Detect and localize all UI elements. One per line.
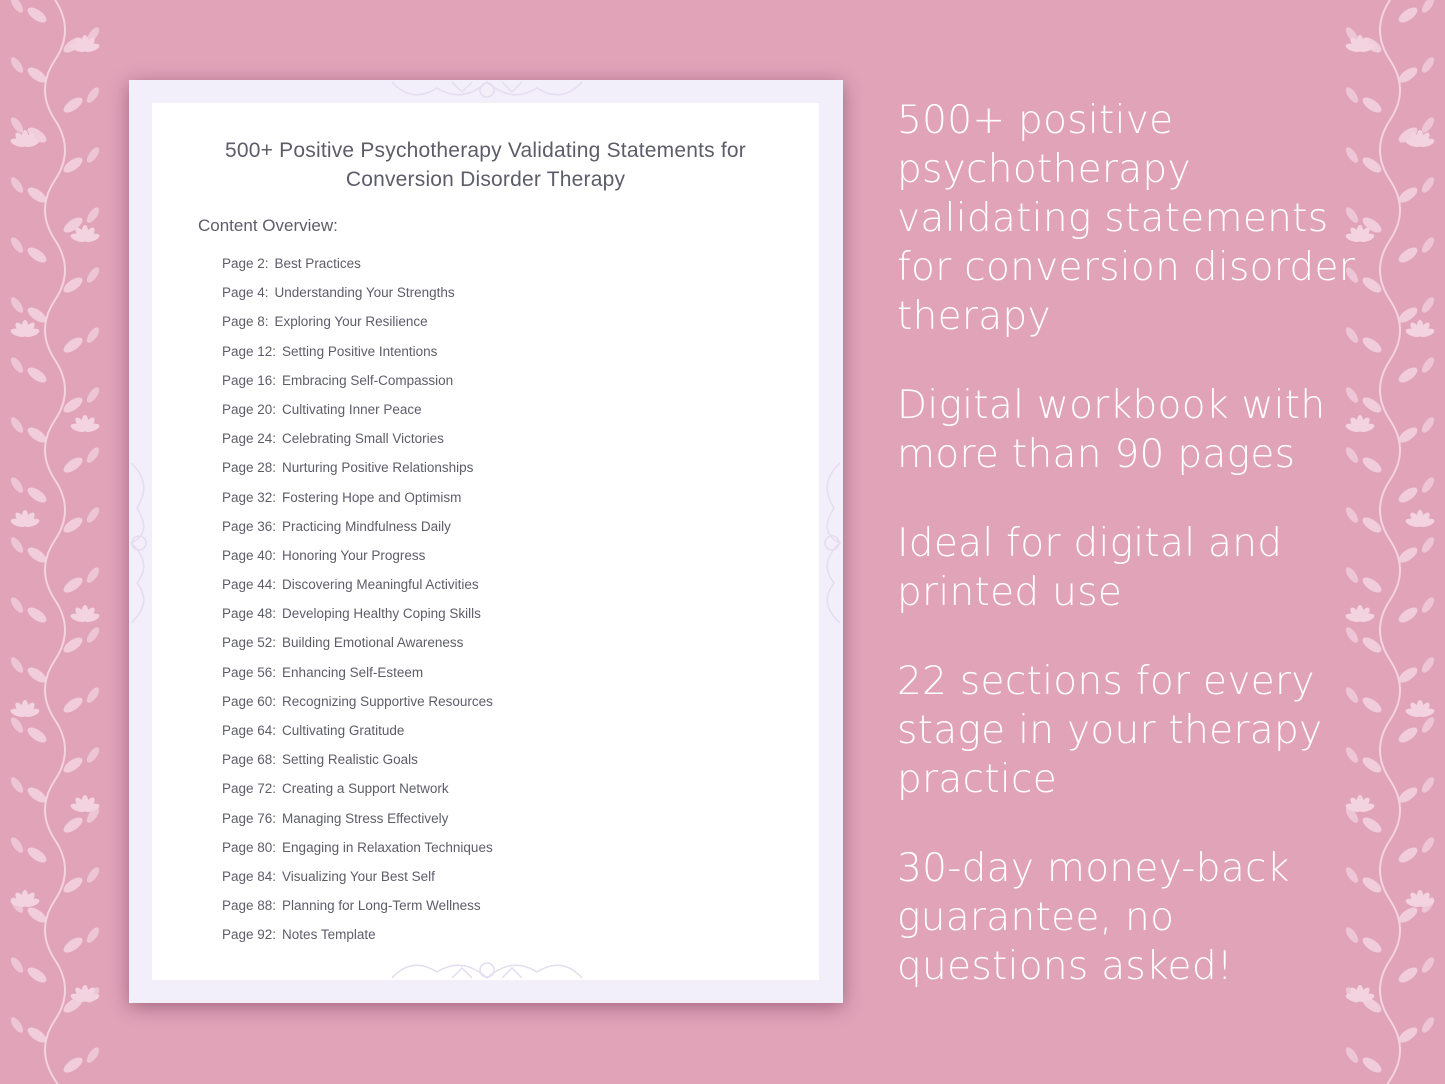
toc-section-title: Engaging in Relaxation Techniques bbox=[282, 839, 493, 855]
toc-section-title: Nurturing Positive Relationships bbox=[282, 460, 474, 476]
toc-section-title: Building Emotional Awareness bbox=[282, 635, 464, 651]
toc-entry bbox=[222, 924, 493, 953]
toc-entry bbox=[222, 632, 493, 661]
toc-page-number: Page 44: bbox=[222, 577, 277, 593]
toc-entry bbox=[222, 487, 493, 516]
toc-section-title: Embracing Self-Compassion bbox=[282, 372, 454, 388]
toc-entry bbox=[222, 370, 493, 399]
feature-text: Ideal for digital and printed use bbox=[897, 521, 1283, 615]
toc-entry bbox=[222, 341, 493, 370]
toc-entry bbox=[222, 895, 493, 924]
toc-section-title: Managing Stress Effectively bbox=[282, 810, 449, 826]
toc-page-number: Page 92: bbox=[222, 927, 277, 943]
toc-section-title: Best Practices bbox=[274, 256, 361, 271]
toc-page-number: Page 84: bbox=[222, 868, 277, 884]
toc-entry bbox=[222, 253, 493, 282]
toc-page-number: Page 68: bbox=[222, 752, 277, 768]
toc-page-number: Page 8: bbox=[222, 314, 269, 330]
toc-entry bbox=[222, 808, 493, 837]
page-content-area bbox=[152, 103, 819, 980]
toc-page-number: Page 60: bbox=[222, 693, 277, 709]
toc-page-number: Page 40: bbox=[222, 547, 277, 563]
document-title-line-2: Conversion Disorder Therapy bbox=[345, 168, 626, 191]
toc-page-number: Page 72: bbox=[222, 781, 277, 797]
toc-section-title: Exploring Your Resilience bbox=[274, 314, 428, 330]
toc-page-number: Page 88: bbox=[222, 898, 277, 914]
feature-list bbox=[897, 96, 1367, 1031]
toc-entry bbox=[222, 457, 493, 486]
toc-page-number: Page 12: bbox=[222, 343, 277, 359]
mandala-bottom-icon bbox=[382, 956, 592, 980]
toc-page-number: Page 76: bbox=[222, 810, 277, 826]
toc-page-number: Page 24: bbox=[222, 431, 277, 447]
content-overview-label: Content Overview: bbox=[198, 216, 338, 235]
feature-text: 22 sections for every stage in your therapy practice bbox=[897, 659, 1323, 802]
toc-entry bbox=[222, 545, 493, 574]
toc-page-number: Page 32: bbox=[222, 489, 277, 505]
toc-section-title: Celebrating Small Victories bbox=[282, 431, 444, 447]
document-title bbox=[152, 136, 819, 194]
toc-page-number: Page 80: bbox=[222, 839, 277, 855]
toc-page-number: Page 28: bbox=[222, 460, 277, 476]
mandala-right-icon bbox=[818, 453, 842, 633]
toc-entry bbox=[222, 778, 493, 807]
mandala-top-icon bbox=[382, 80, 592, 104]
toc-section-title: Creating a Support Network bbox=[282, 781, 449, 797]
toc-section-title: Discovering Meaningful Activities bbox=[282, 577, 479, 593]
toc-section-title: Recognizing Supportive Resources bbox=[282, 693, 493, 709]
feature-text: 30-day money-back guarantee, no questions asked! bbox=[897, 846, 1290, 989]
toc-entry bbox=[222, 749, 493, 778]
toc-section-title: Cultivating Inner Peace bbox=[282, 401, 422, 417]
toc-entry bbox=[222, 282, 493, 311]
toc-section-title: Practicing Mindfulness Daily bbox=[282, 518, 451, 534]
toc-page-number: Page 16: bbox=[222, 372, 277, 388]
toc-section-title: Fostering Hope and Optimism bbox=[282, 489, 462, 505]
feature-text: 500+ positive psychotherapy validating statements for conversion disorder therapy bbox=[897, 98, 1356, 339]
table-of-contents bbox=[222, 253, 493, 954]
toc-entry bbox=[222, 399, 493, 428]
floral-vine-left-icon bbox=[0, 0, 110, 1084]
toc-entry bbox=[222, 428, 493, 457]
mandala-left-icon bbox=[129, 453, 153, 633]
toc-entry bbox=[222, 720, 493, 749]
toc-entry bbox=[222, 516, 493, 545]
toc-entry bbox=[222, 866, 493, 895]
toc-entry bbox=[222, 311, 493, 340]
toc-entry bbox=[222, 603, 493, 632]
toc-section-title: Setting Realistic Goals bbox=[282, 752, 418, 768]
feature-text: Digital workbook with more than 90 pages bbox=[897, 383, 1326, 477]
toc-page-number: Page 2: bbox=[222, 256, 269, 271]
toc-section-title: Developing Healthy Coping Skills bbox=[282, 606, 481, 622]
toc-section-title: Understanding Your Strengths bbox=[274, 285, 455, 301]
document-title-line-1: 500+ Positive Psychotherapy Validating Statements for bbox=[225, 139, 746, 162]
workbook-page-preview bbox=[129, 80, 843, 1003]
toc-page-number: Page 64: bbox=[222, 723, 277, 738]
toc-entry bbox=[222, 662, 493, 691]
toc-section-title: Visualizing Your Best Self bbox=[282, 868, 435, 884]
toc-page-number: Page 20: bbox=[222, 401, 277, 417]
toc-section-title: Cultivating Gratitude bbox=[282, 723, 405, 738]
toc-section-title: Planning for Long-Term Wellness bbox=[282, 898, 481, 914]
toc-page-number: Page 4: bbox=[222, 285, 269, 301]
toc-page-number: Page 56: bbox=[222, 664, 277, 680]
toc-section-title: Honoring Your Progress bbox=[282, 547, 426, 563]
toc-section-title: Setting Positive Intentions bbox=[282, 343, 438, 359]
toc-page-number: Page 48: bbox=[222, 606, 277, 622]
toc-section-title: Enhancing Self-Esteem bbox=[282, 664, 424, 680]
toc-page-number: Page 36: bbox=[222, 518, 277, 534]
toc-page-number: Page 52: bbox=[222, 635, 277, 651]
toc-section-title: Notes Template bbox=[282, 927, 376, 943]
toc-entry bbox=[222, 691, 493, 720]
toc-entry bbox=[222, 837, 493, 866]
toc-entry bbox=[222, 574, 493, 603]
